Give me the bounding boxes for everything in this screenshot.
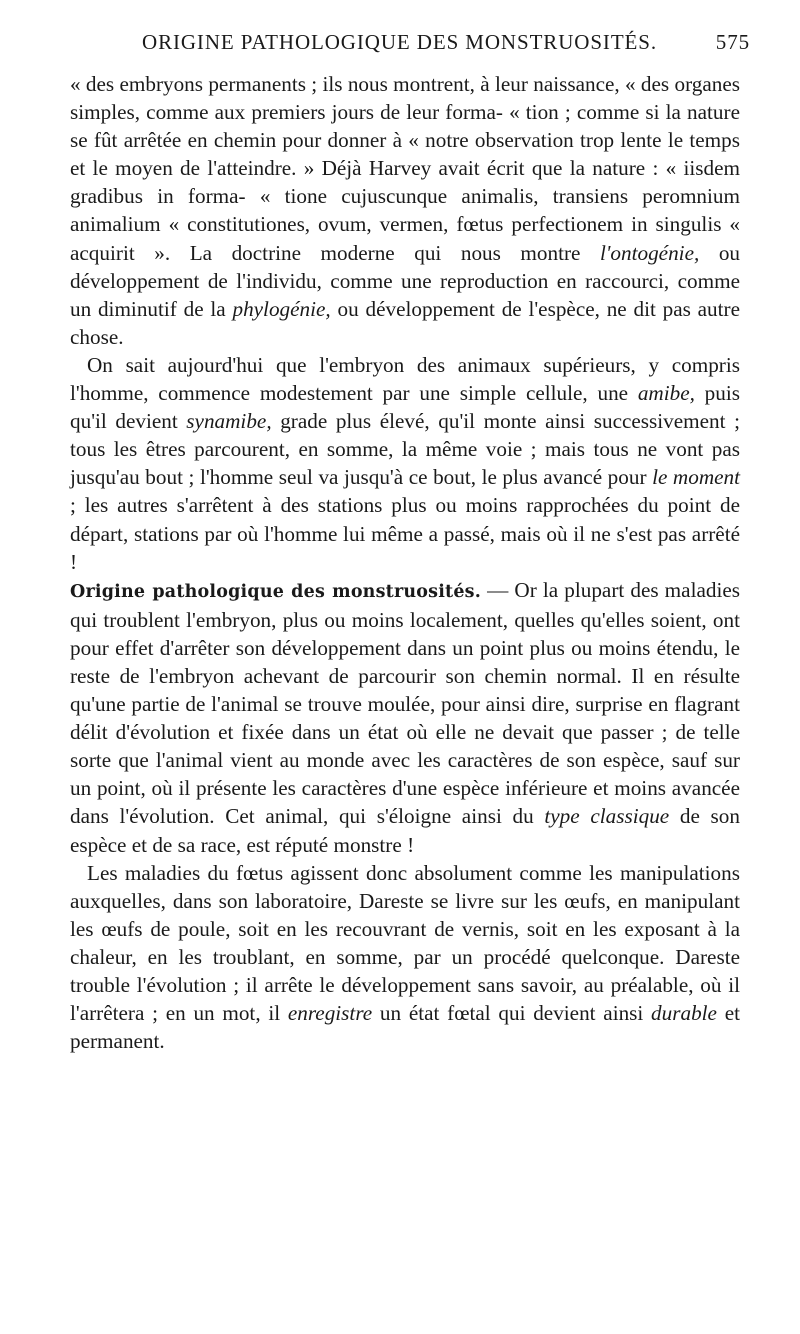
page-number: 575	[715, 30, 750, 54]
italic-term-enregistre: enregistre	[287, 1001, 373, 1026]
text-run: grade plus élevé, qu'il monte ainsi successivement ; tous les êtres parcourent, en somme, la même voie ; mais tous ne vont pas jusqu'au bout ; l'homme seul va jusqu'à ce bout, le plus avancé pour	[70, 409, 741, 490]
text-run: On sait aujourd'hui que l'embryon des animaux supérieurs, y compris l'homme, commence modestement par une simple cellule, une	[70, 352, 740, 406]
italic-term-durable: durable	[651, 1001, 717, 1026]
text-run: un état fœtal qui devient ainsi	[372, 1001, 652, 1026]
text-run: — Or la plupart des maladies qui troublent l'embryon, plus ou moins localement, quelles qu'elles soient, ont pour effet d'arrêter son développement dans un point plus ou moins étendu, le reste de l'embryon achevant de parcourir son chemin normal. Il en résulte qu'une partie de l'animal se trouve moulée, pour ainsi dire, surprise en flagrant délit d'évolution et fixée dans un état où elle ne devait que passer ; de telle sorte que l'animal vient au monde avec les caractères de son espèce, sauf sur un point, où il présente les caractères d'une espèce inférieure et moins avancée dans l'évolution. Cet animal, qui s'éloigne ainsi du	[70, 577, 740, 829]
text-run: « des embryons permanents ; ils nous montrent, à leur naissance, « des organes simples, comme aux premiers jours de leur forma- « tion ; comme si la nature se fût arrêtée en chemin pour donner à « notre observation trop lente le temps et le moyen de l'atteindre. » Déjà Harvey avait écrit que la nature : « iisdem gradibus in forma- « tione cujuscunque animalis, transiens peromnium animalium « constitutiones, ovum, vermen, fœtus perfectionem in singulis « acquirit ». La doctrine moderne qui nous montre	[70, 72, 740, 265]
text-run: de son espèce et de sa race, est réputé monstre !	[70, 804, 740, 857]
text-run: Les maladies du fœtus agissent donc absolument comme les manipulations auxquelles, dans son laboratoire, Dareste se livre sur les œufs, en manipulant les œufs de poule, soit en les recouvrant de vernis, soit en les exposant à la chaleur, en les troublant, en somme, par un procédé quelconque. Dareste trouble l'évolution ; il arrête le développement sans savoir, au préalable, où il l'arrêtera ; en un mot, il	[70, 860, 740, 1026]
italic-term-amibe: amibe,	[637, 381, 695, 406]
text-run: ou développement de l'espèce, ne dit pas autre chose.	[70, 296, 740, 349]
section-heading: Origine pathologique des monstruosités.	[70, 581, 482, 602]
text-run: ou développement de l'individu, comme une reproduction en raccourci, comme un diminutif de la	[70, 240, 741, 321]
text-run: puis qu'il devient	[70, 381, 740, 434]
paragraph-quotation-harvey	[70, 70, 740, 351]
italic-term-synamibe: synamibe,	[186, 409, 272, 434]
italic-phrase-le-moment: le moment	[652, 465, 741, 490]
paragraph-embryo-development	[70, 351, 740, 576]
italic-term-phylogenie: phylogénie,	[232, 296, 331, 321]
paragraph-dareste-experiments	[70, 859, 740, 1056]
italic-phrase-type-classique: type classique	[544, 804, 670, 829]
italic-term-ontogenie: l'ontogénie,	[600, 240, 700, 265]
body-text	[70, 70, 740, 1055]
running-title: ORIGINE PATHOLOGIQUE DES MONSTRUOSITÉS.	[142, 30, 658, 54]
text-run: et permanent.	[70, 1001, 740, 1054]
running-header	[70, 20, 750, 60]
paragraph-pathological-origin	[70, 576, 740, 859]
text-run: ; les autres s'arrêtent à des stations plus ou moins rapprochées du point de départ, stations par où l'homme lui même a passé, mais où il ne s'est pas arrêté !	[70, 493, 740, 574]
